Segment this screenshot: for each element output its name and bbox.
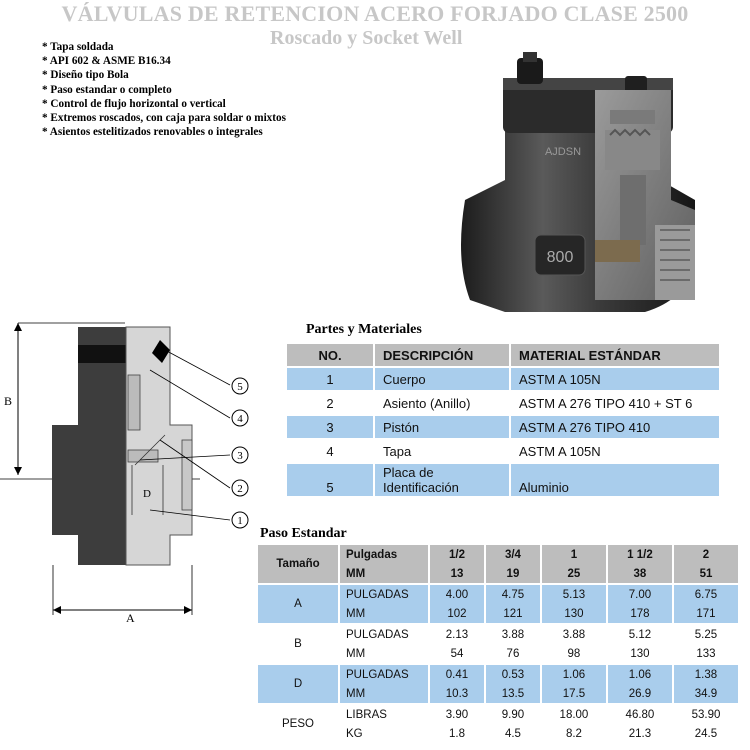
value-cell: 1.38	[674, 665, 738, 684]
unit-header: MM	[340, 564, 428, 583]
value-cell: 102	[430, 604, 484, 623]
svg-text:800: 800	[546, 249, 574, 266]
unit-cell: PULGADAS	[340, 665, 428, 684]
feature-item: * Diseño tipo Bola	[42, 69, 129, 82]
cell: 3	[287, 416, 373, 438]
size-header-cell: 13	[430, 564, 484, 583]
value-cell: 21.3	[628, 727, 652, 740]
value-cell: 130	[630, 647, 650, 660]
table-header-row	[287, 344, 719, 366]
feature-item: * Tapa soldada	[42, 41, 114, 53]
svg-text:4: 4	[237, 413, 243, 425]
parts-table	[285, 342, 721, 498]
value-cell: 3.88	[562, 628, 586, 641]
value-cell: 13.5	[486, 684, 540, 703]
size-header-cell: 19	[486, 564, 540, 583]
value-cell: 5.13	[542, 585, 606, 604]
dim-b-label: B	[4, 394, 13, 408]
col-header: NO.	[287, 344, 373, 366]
value-cell: 10.3	[430, 684, 484, 703]
value-cell: 54	[450, 647, 464, 660]
dimensions-table	[256, 545, 740, 743]
unit-cell: PULGADAS	[340, 585, 428, 604]
table-row	[287, 416, 719, 438]
table-row	[258, 705, 738, 724]
unit-cell: KG	[346, 727, 363, 740]
dim-d-label: D	[143, 488, 151, 500]
valve-section-diagram	[0, 315, 265, 625]
col-header: DESCRIPCIÓN	[375, 344, 509, 366]
svg-text:2: 2	[237, 483, 243, 495]
value-cell: 4.75	[486, 585, 540, 604]
cell: Aluminio	[511, 464, 719, 496]
table-row	[258, 665, 738, 684]
callout-2	[232, 480, 248, 496]
value-cell: 4.5	[504, 727, 521, 740]
value-cell: 133	[696, 647, 716, 660]
unit-cell: PULGADAS	[346, 628, 409, 641]
cell: Cuerpo	[375, 368, 509, 390]
callout-5	[232, 378, 248, 394]
value-cell: 34.9	[674, 684, 738, 703]
size-header-cell: 2	[674, 545, 738, 564]
dim-a-label: A	[126, 611, 135, 625]
cell: ASTM A 276 TIPO 410 + ST 6	[519, 395, 693, 411]
size-header: Tamaño	[258, 545, 338, 583]
parts-title: Partes y Materiales	[306, 322, 422, 337]
row-label: A	[258, 585, 338, 623]
size-header-cell: 51	[674, 564, 738, 583]
standard-title: Paso Estandar	[260, 526, 347, 541]
size-header-cell: 1	[542, 545, 606, 564]
size-header-cell: 25	[542, 564, 606, 583]
col-header: MATERIAL ESTÁNDAR	[511, 344, 719, 366]
svg-text:AJDSN: AJDSN	[544, 146, 582, 158]
value-cell: 0.41	[430, 665, 484, 684]
cell-line: Placa de	[383, 465, 434, 480]
unit-cell: MM	[340, 684, 428, 703]
cell: 4	[326, 443, 334, 459]
cell: ASTM A 105N	[519, 443, 601, 459]
value-cell: 9.90	[501, 708, 525, 721]
row-label: B	[294, 638, 302, 650]
cell: ASTM A 105N	[511, 368, 719, 390]
table-row	[287, 368, 719, 390]
page-title: VÁLVULAS DE RETENCION ACERO FORJADO CLASE 2500	[61, 1, 689, 26]
value-cell: 3.90	[445, 708, 469, 721]
value-cell: 46.80	[625, 708, 655, 721]
table-row	[287, 464, 719, 496]
size-header-cell: 38	[608, 564, 672, 583]
cell-line: Identificación	[383, 480, 459, 495]
value-cell: 8.2	[565, 727, 582, 740]
cell: Pistón	[375, 416, 509, 438]
value-cell: 0.53	[486, 665, 540, 684]
value-cell: 17.5	[542, 684, 606, 703]
value-cell: 26.9	[608, 684, 672, 703]
cell: Asiento (Anillo)	[383, 395, 471, 411]
value-cell: 4.00	[430, 585, 484, 604]
table-row	[258, 625, 738, 644]
svg-text:5: 5	[237, 381, 243, 393]
feature-item: * Paso estandar o completo	[42, 83, 172, 96]
callout-4	[232, 410, 248, 426]
table-row	[258, 585, 738, 604]
cell: ASTM A 276 TIPO 410	[511, 416, 719, 438]
value-cell: 76	[506, 647, 520, 660]
size-header-cell: 1/2	[430, 545, 484, 564]
value-cell: 1.8	[448, 727, 465, 740]
svg-text:3: 3	[237, 450, 243, 462]
value-cell: 18.00	[559, 708, 589, 721]
value-cell: 6.75	[674, 585, 738, 604]
value-cell: 1.06	[608, 665, 672, 684]
value-cell: 121	[486, 604, 540, 623]
page-subtitle: Roscado y Socket Well	[270, 27, 463, 49]
value-cell: 5.12	[628, 628, 652, 641]
value-cell: 24.5	[694, 727, 718, 740]
unit-cell: LIBRAS	[346, 708, 387, 721]
table-row	[287, 392, 719, 414]
svg-text:1: 1	[237, 515, 243, 527]
value-cell: 178	[608, 604, 672, 623]
table-header-row	[258, 545, 738, 564]
unit-header: Pulgadas	[340, 545, 428, 564]
cell: 1	[287, 368, 373, 390]
value-cell: 171	[674, 604, 738, 623]
cell: Tapa	[383, 443, 412, 459]
size-header-cell: 3/4	[486, 545, 540, 564]
value-cell: 53.90	[691, 708, 721, 721]
row-label: PESO	[282, 718, 314, 730]
unit-cell: MM	[346, 647, 366, 660]
cell: 5	[287, 464, 373, 496]
callout-3	[232, 447, 248, 463]
value-cell: 7.00	[608, 585, 672, 604]
value-cell: 130	[542, 604, 606, 623]
cell: 2	[326, 395, 334, 411]
callout-1	[232, 512, 248, 528]
feature-item: * Extremos roscados, con caja para soldar o mixtos	[42, 112, 286, 125]
unit-cell: MM	[340, 604, 428, 623]
size-header-cell: 1 1/2	[608, 545, 672, 564]
value-cell: 2.13	[445, 628, 469, 641]
value-cell: 98	[567, 647, 581, 660]
feature-list	[42, 40, 286, 139]
table-row	[287, 440, 719, 462]
valve-photo	[445, 50, 720, 340]
value-cell: 3.88	[501, 628, 525, 641]
value-cell: 1.06	[542, 665, 606, 684]
feature-item: * Control de flujo horizontal o vertical	[42, 97, 226, 110]
value-cell: 5.25	[694, 628, 718, 641]
feature-item: * Asientos estelitizados renovables o integrales	[42, 126, 263, 139]
feature-item: * API 602 & ASME B16.34	[42, 55, 171, 68]
row-label: D	[258, 665, 338, 703]
cell	[375, 464, 509, 496]
